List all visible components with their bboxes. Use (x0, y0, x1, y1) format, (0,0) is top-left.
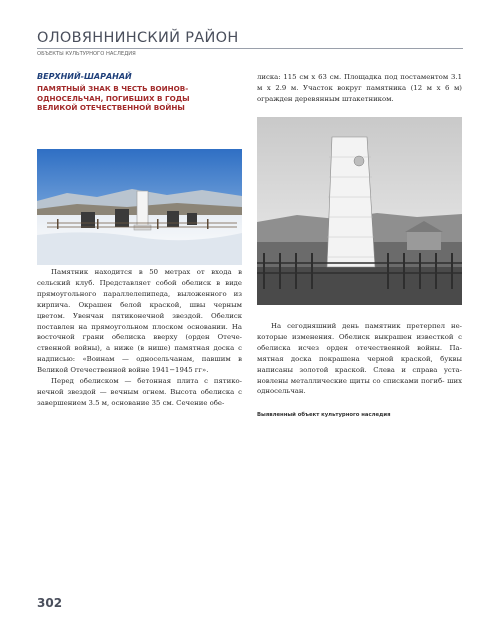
text-line: ственной войны), а ниже (в нише) памятная доска с (37, 344, 242, 353)
heading-line: ОДНОСЕЛЬЧАН, ПОГИБШИХ В ГОДЫ (37, 93, 190, 103)
text-line: надписью: «Воинам — односельчанам, павшим в (37, 355, 242, 364)
obelisk-bw-photo (257, 117, 462, 305)
text-line: ших односельчан. (257, 376, 462, 396)
text-line: прямоугольного параллелепипеда, выложенного (37, 289, 227, 298)
place-name: ВЕРХНИЙ-ШАРАНАЙ (37, 72, 132, 81)
right-column-top-text (257, 72, 462, 105)
right-column-bottom-text (257, 321, 462, 397)
text-line: 3.1 м х 2.9 м. Участок вокруг памятника (12 м х 6 м) (257, 73, 462, 92)
heritage-status-label: Выявленный объект культурного наследия (257, 412, 391, 418)
article-heading (37, 84, 242, 113)
text-line: из кирпича. Окрашен белой краской, швы черным (37, 289, 242, 309)
text-line: с завершением 3.5 м, основание 35 см. Сечение обе- (37, 387, 242, 407)
text-line: огражден деревянным штакетником. (257, 94, 394, 103)
text-line: написаны золотой краской. Слева и справа уста- (257, 365, 462, 374)
text-line: мятная доска покрашена черной краской, буквы (257, 354, 462, 363)
left-column-text (37, 267, 242, 409)
heading-line: ВЕЛИКОЙ ОТЕЧЕСТВЕННОЙ ВОЙНЫ (37, 103, 185, 112)
heading-line: ПАМЯТНЫЙ ЗНАК В ЧЕСТЬ ВОИНОВ- (37, 84, 189, 93)
header-subtitle: ОБЪЕКТЫ КУЛЬТУРНОГО НАСЛЕДИЯ (37, 51, 136, 57)
text-line: На сегодняшний день памятник претерпел не- (271, 322, 462, 330)
text-line: с обелиска исчез орден отечественной войны. Па- (257, 332, 462, 352)
body-paragraph (37, 376, 242, 409)
text-line: поставлен на прямоугольном плоском основании. (37, 322, 228, 331)
text-line: цветом. Увенчан пятиконечной звездой. Обелиск (37, 311, 242, 320)
text-line: лиска: 115 см х 63 см. Площадка под постаментом (257, 73, 449, 81)
body-paragraph (257, 321, 462, 397)
header-title: ОЛОВЯННИНСКИЙ РАЙОН (37, 30, 239, 46)
body-paragraph (37, 267, 242, 376)
text-line: сельский клуб. Представляет собой обелиск в виде (37, 278, 242, 287)
text-line: нечной звездой — вечным огнем. Высота обелиска (37, 387, 235, 396)
page-number: 302 (37, 596, 63, 610)
text-line: Памятник находится в 50 метрах от входа в (51, 268, 242, 276)
text-line: Великой Отечественной войне 1941−1945 гг». (37, 366, 209, 375)
text-line: которые изменения. Обелиск выкрашен известкой (257, 332, 454, 341)
text-line: новлены металлические щиты со списками погиб- (257, 376, 445, 385)
text-line: Перед обелиском — бетонная плита с пятико- (51, 377, 242, 386)
monument-winter-photo (37, 149, 242, 265)
text-line: На восточной грани обелиска вверху (орден Отече- (37, 322, 242, 342)
header-rule (37, 48, 463, 49)
